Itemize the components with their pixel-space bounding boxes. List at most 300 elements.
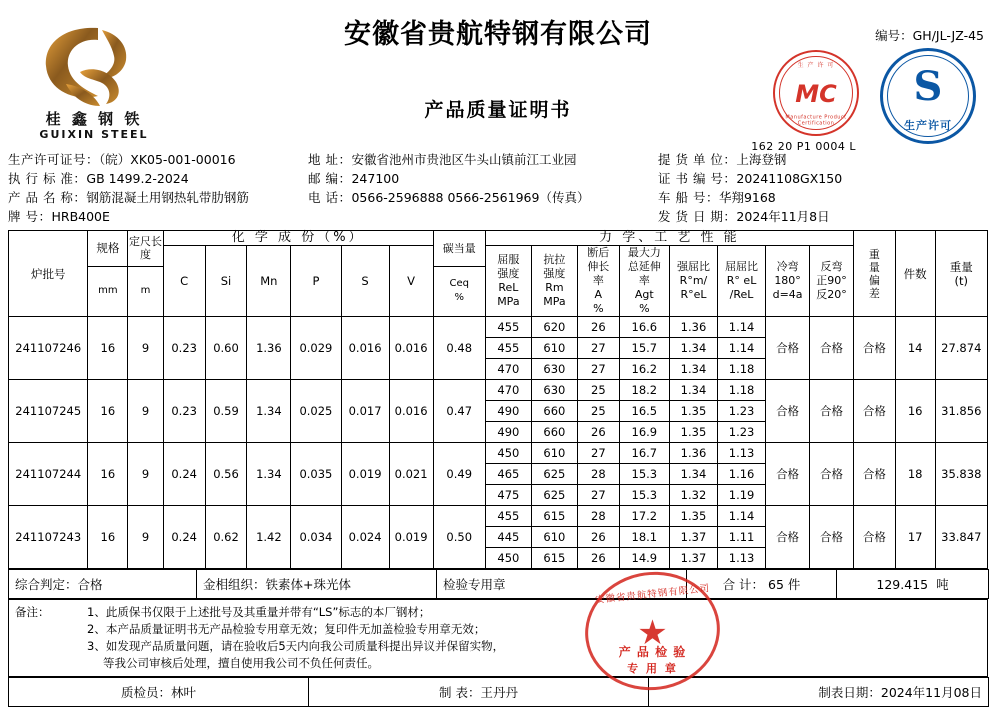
th-length-label: 定尺长度 <box>128 235 162 262</box>
cell-tensile: 610 <box>531 527 577 548</box>
total-pieces-cell <box>687 570 837 599</box>
th-yratio-l3: /ReL <box>729 288 754 301</box>
th-p: P <box>291 246 341 317</box>
mc-certification-seal <box>773 50 859 136</box>
info-row-1 <box>8 150 988 169</box>
vehicle-label: 车 船 号： <box>658 190 719 205</box>
cell-yield: 470 <box>485 380 531 401</box>
th-si: Si <box>205 246 247 317</box>
th-elong-l4: A <box>594 288 603 301</box>
cell-c: 0.23 <box>163 380 205 443</box>
th-cold-bend <box>766 246 810 317</box>
info-row-3 <box>8 188 988 207</box>
th-elong-l3: 率 <box>592 274 604 287</box>
verdict-label: 综合判定： <box>15 577 78 592</box>
sq-seal-sub: 生产许可 <box>904 119 952 132</box>
total-weight-cell <box>837 570 989 599</box>
cell-strength-ratio: 1.36 <box>669 317 717 338</box>
cell-rebend: 合格 <box>810 380 854 443</box>
cell-s: 0.017 <box>341 380 389 443</box>
th-agt-l1: 最大力 <box>627 246 661 259</box>
th-length <box>128 231 164 267</box>
cell-elongation: 27 <box>577 338 619 359</box>
th-rebend-l3: 反20° <box>816 288 847 301</box>
notes-title: 备注： <box>9 600 82 677</box>
license-value: （皖）XK05-001-00016 <box>99 152 236 167</box>
consignee-label: 提 货 单 位： <box>658 152 737 167</box>
info-block <box>8 150 988 226</box>
cell-yield-ratio: 1.19 <box>718 485 766 506</box>
cell-yield: 475 <box>485 485 531 506</box>
cell-yield-ratio: 1.11 <box>718 527 766 548</box>
th-ratio-l1: 强屈比 <box>676 260 710 273</box>
cell-heat-no: 241107245 <box>9 380 88 443</box>
cell-agt: 18.1 <box>619 527 669 548</box>
th-weight-dev-l1: 重 <box>868 247 880 261</box>
cell-elongation: 26 <box>577 527 619 548</box>
cell-yield-ratio: 1.23 <box>718 401 766 422</box>
cert-no-field <box>658 169 978 188</box>
cell-elongation: 27 <box>577 359 619 380</box>
cell-c: 0.24 <box>163 443 205 506</box>
grade-value: HRB400E <box>51 209 110 224</box>
th-pieces: 件数 <box>895 231 935 317</box>
note-item: 3、如发现产品质量问题，请在验收后5天内向我公司质量科提出异议并保留实物， <box>87 639 505 653</box>
metallography-cell <box>197 570 437 599</box>
notes-body <box>81 600 988 677</box>
cell-elongation: 25 <box>577 401 619 422</box>
th-ratio-l2: R°m/ <box>679 274 708 287</box>
cell-spec: 16 <box>88 506 128 569</box>
inspection-seal-cell <box>437 570 687 599</box>
th-strength-ratio <box>669 246 717 317</box>
th-weight-dev <box>853 231 895 317</box>
total-weight-unit: 吨 <box>936 577 949 592</box>
cell-agt: 14.9 <box>619 548 669 569</box>
cell-mn: 1.34 <box>247 380 291 443</box>
info-row-4 <box>8 207 988 226</box>
th-rebend-l1: 反弯 <box>820 260 843 273</box>
th-agt-l4: Agt <box>634 288 654 301</box>
cell-length: 9 <box>128 443 164 506</box>
ship-date-label: 发 货 日 期： <box>658 209 737 224</box>
th-ceq-label: 碳当量 <box>442 241 476 255</box>
cell-v: 0.016 <box>389 317 433 380</box>
th-yield-ratio <box>718 246 766 317</box>
tel-label: 电 话： <box>308 190 352 205</box>
cell-weight-dev: 合格 <box>853 443 895 506</box>
cell-yield-ratio: 1.18 <box>718 380 766 401</box>
cell-cold-bend: 合格 <box>766 380 810 443</box>
cell-yield-ratio: 1.16 <box>718 464 766 485</box>
cell-s: 0.019 <box>341 443 389 506</box>
inspector-cell <box>9 678 309 707</box>
th-ceq <box>433 231 485 267</box>
cell-length: 9 <box>128 317 164 380</box>
cell-v: 0.016 <box>389 380 433 443</box>
th-weight <box>935 231 987 317</box>
document-header <box>0 0 996 153</box>
cell-yield: 450 <box>485 443 531 464</box>
cell-p: 0.025 <box>291 380 341 443</box>
cell-strength-ratio: 1.35 <box>669 422 717 443</box>
th-rebend-l2: 正90° <box>816 274 847 287</box>
cell-elongation: 27 <box>577 443 619 464</box>
cell-yield-ratio: 1.14 <box>718 338 766 359</box>
cell-heat-no: 241107244 <box>9 443 88 506</box>
th-ceq-sym <box>433 266 485 316</box>
cell-agt: 16.9 <box>619 422 669 443</box>
cell-s: 0.016 <box>341 317 389 380</box>
cell-weight: 27.874 <box>935 317 987 380</box>
info-spacer <box>308 207 658 226</box>
star-icon: ★ <box>637 613 668 654</box>
cell-length: 9 <box>128 380 164 443</box>
ship-date-value: 2024年11月8日 <box>736 209 830 224</box>
cell-elongation: 25 <box>577 380 619 401</box>
cell-cold-bend: 合格 <box>766 443 810 506</box>
cell-ceq: 0.49 <box>433 443 485 506</box>
cell-strength-ratio: 1.34 <box>669 338 717 359</box>
signature-row <box>8 677 989 707</box>
th-yratio-l2: R° eL <box>726 274 757 287</box>
cell-agt: 15.7 <box>619 338 669 359</box>
notes-row <box>9 600 988 677</box>
th-weight-dev-l4: 差 <box>868 286 880 300</box>
cell-mn: 1.34 <box>247 443 291 506</box>
th-weight-l1: 重量 <box>949 259 973 274</box>
cell-ceq: 0.47 <box>433 380 485 443</box>
cell-spec: 16 <box>88 443 128 506</box>
th-ratio-l3: R°eL <box>680 288 707 301</box>
cell-weight: 33.847 <box>935 506 987 569</box>
cell-pieces: 18 <box>895 443 935 506</box>
th-length-unit: m <box>128 266 164 316</box>
stamp-line-1: 产 品 检 验 <box>618 645 687 659</box>
cell-p: 0.035 <box>291 443 341 506</box>
th-tensile-l2: 强度 <box>543 267 566 280</box>
cell-yield-ratio: 1.13 <box>718 443 766 464</box>
consignee-field <box>658 150 978 169</box>
cell-pieces: 16 <box>895 380 935 443</box>
table-row <box>9 443 988 464</box>
cell-elongation: 26 <box>577 548 619 569</box>
tel-field <box>308 188 658 207</box>
cell-si: 0.59 <box>205 380 247 443</box>
cell-yield-ratio: 1.14 <box>718 506 766 527</box>
cell-yield: 455 <box>485 506 531 527</box>
sq-seal-letter: S <box>913 63 943 110</box>
cell-c: 0.23 <box>163 317 205 380</box>
cell-c: 0.24 <box>163 506 205 569</box>
th-group-mech: 力 学、工 艺 性 能 <box>485 231 853 246</box>
date-cell <box>649 678 989 707</box>
note-item: 1、此质保书仅限于上述批号及其重量并带有“LS”标志的本厂钢材； <box>87 605 431 619</box>
cell-yield: 470 <box>485 359 531 380</box>
cell-elongation: 27 <box>577 485 619 506</box>
standard-field <box>8 169 308 188</box>
document-number <box>875 26 984 44</box>
th-spec <box>88 231 128 267</box>
cell-strength-ratio: 1.34 <box>669 359 717 380</box>
document-number-value: GH/JL-JZ-45 <box>912 28 984 43</box>
cell-rebend: 合格 <box>810 317 854 380</box>
cell-tensile: 620 <box>531 317 577 338</box>
cell-elongation: 28 <box>577 464 619 485</box>
table-row <box>9 380 988 401</box>
table-row <box>9 506 988 527</box>
sq-license-seal <box>880 48 976 144</box>
th-group-chem: 化 学 成 份（%） <box>163 231 433 246</box>
cell-agt: 16.5 <box>619 401 669 422</box>
th-spec-label: 规格 <box>96 241 120 256</box>
th-agt-l5: % <box>639 302 650 315</box>
cell-cold-bend: 合格 <box>766 317 810 380</box>
th-tensile-l4: MPa <box>543 295 566 308</box>
cell-si: 0.62 <box>205 506 247 569</box>
cell-yield: 490 <box>485 401 531 422</box>
cell-spec: 16 <box>88 317 128 380</box>
company-name: 安徽省贵航特钢有限公司 <box>344 19 652 50</box>
table-head <box>9 231 988 317</box>
inspection-seal-label: 检验专用章 <box>443 577 506 592</box>
cell-strength-ratio: 1.32 <box>669 485 717 506</box>
table-row <box>9 317 988 338</box>
cell-v: 0.021 <box>389 443 433 506</box>
total-weight-value: 129.415 <box>876 577 929 592</box>
cell-ceq: 0.48 <box>433 317 485 380</box>
th-elong-l1: 断后 <box>587 246 610 259</box>
th-s: S <box>341 246 389 317</box>
th-ceq-unit: % <box>454 292 464 304</box>
cert-no-label: 证 书 编 号： <box>658 171 737 186</box>
note-item: 2、本产品质量证明书无产品检验专用章无效；复印件无加盖检验专用章无效； <box>87 622 486 636</box>
cell-strength-ratio: 1.35 <box>669 401 717 422</box>
logo-text-en: GUIXIN STEEL <box>39 128 149 141</box>
th-tensile-l1: 抗拉 <box>543 253 566 266</box>
th-bend-l2: 180° <box>774 274 801 287</box>
product-label: 产 品 名 称： <box>8 190 87 205</box>
cell-rebend: 合格 <box>810 506 854 569</box>
cell-tensile: 660 <box>531 401 577 422</box>
cell-yield: 490 <box>485 422 531 443</box>
th-elong-l2: 伸长 <box>587 260 610 273</box>
cell-mn: 1.36 <box>247 317 291 380</box>
cell-agt: 16.2 <box>619 359 669 380</box>
cell-yield-ratio: 1.18 <box>718 359 766 380</box>
cell-yield: 455 <box>485 338 531 359</box>
th-yield <box>485 246 531 317</box>
cell-heat-no: 241107246 <box>9 317 88 380</box>
vehicle-value: 华翔9168 <box>718 190 776 205</box>
cell-v: 0.019 <box>389 506 433 569</box>
address-value: 安徽省池州市贵池区牛头山镇前江工业园 <box>351 152 577 167</box>
cell-strength-ratio: 1.34 <box>669 380 717 401</box>
cell-elongation: 26 <box>577 317 619 338</box>
cell-si: 0.56 <box>205 443 247 506</box>
cell-pieces: 17 <box>895 506 935 569</box>
total-pieces-value: 65 件 <box>768 577 801 592</box>
cell-agt: 17.2 <box>619 506 669 527</box>
cell-weight-dev: 合格 <box>853 380 895 443</box>
th-heat-no: 炉批号 <box>9 231 88 317</box>
th-mn: Mn <box>247 246 291 317</box>
cell-weight-dev: 合格 <box>853 317 895 380</box>
quality-data-table <box>8 230 988 569</box>
th-weight-dev-l2: 量 <box>868 260 880 274</box>
cell-weight: 35.838 <box>935 443 987 506</box>
th-elong-l5: % <box>593 302 604 315</box>
date-value: 2024年11月08日 <box>880 685 982 700</box>
stamp-line-2: 专 用 章 <box>627 662 678 675</box>
metallography-value: 铁素体+珠光体 <box>265 577 351 592</box>
cell-yield: 465 <box>485 464 531 485</box>
cell-s: 0.024 <box>341 506 389 569</box>
cell-tensile: 610 <box>531 338 577 359</box>
cell-strength-ratio: 1.36 <box>669 443 717 464</box>
th-agt-l2: 总延伸 <box>627 260 661 273</box>
inspector-label: 质检员： <box>120 685 171 700</box>
consignee-value: 上海登钢 <box>736 152 787 167</box>
grade-field <box>8 207 308 226</box>
th-tensile-l3: Rm <box>545 281 564 294</box>
postcode-value: 247100 <box>351 171 400 186</box>
info-row-2 <box>8 169 988 188</box>
postcode-label: 邮 编： <box>308 171 352 186</box>
cell-strength-ratio: 1.37 <box>669 527 717 548</box>
cert-no-value: 20241108GX150 <box>736 171 843 186</box>
cell-agt: 18.2 <box>619 380 669 401</box>
license-field <box>8 150 308 169</box>
th-c: C <box>163 246 205 317</box>
verdict-cell <box>9 570 197 599</box>
verdict-value: 合格 <box>77 577 103 592</box>
cell-cold-bend: 合格 <box>766 506 810 569</box>
cell-yield-ratio: 1.14 <box>718 317 766 338</box>
table-body <box>9 317 988 569</box>
date-label: 制表日期： <box>818 685 881 700</box>
cell-length: 9 <box>128 506 164 569</box>
th-yield-l1: 屈服 <box>497 253 520 266</box>
header-row-groups <box>9 231 988 246</box>
notes-block <box>8 599 988 677</box>
mc-seal-center: MC <box>795 80 837 108</box>
cell-elongation: 26 <box>577 422 619 443</box>
document-number-label: 编号： <box>875 28 913 43</box>
product-value: 钢筋混凝土用钢热轧带肋钢筋 <box>86 190 249 205</box>
cell-yield: 450 <box>485 548 531 569</box>
th-weight-l2: (t) <box>954 273 969 288</box>
ship-date-field <box>658 207 978 226</box>
license-label: 生产许可证号： <box>8 152 100 167</box>
th-yield-l4: MPa <box>497 295 520 308</box>
address-field <box>308 150 658 169</box>
cell-p: 0.029 <box>291 317 341 380</box>
total-label: 合 计： <box>722 577 765 592</box>
standard-label: 执 行 标 准： <box>8 171 87 186</box>
grade-label: 牌 号： <box>8 209 52 224</box>
vehicle-field <box>658 188 978 207</box>
th-weight-dev-l3: 偏 <box>868 273 880 287</box>
summary-line <box>9 570 989 599</box>
address-label: 地 址： <box>308 152 352 167</box>
cell-spec: 16 <box>88 380 128 443</box>
maker-value: 王丹丹 <box>480 685 518 700</box>
cell-mn: 1.42 <box>247 506 291 569</box>
th-bend-l3: d=4a <box>772 288 803 301</box>
th-spec-unit: mm <box>88 266 128 316</box>
cell-ceq: 0.50 <box>433 506 485 569</box>
cell-rebend: 合格 <box>810 443 854 506</box>
product-field <box>8 188 308 207</box>
cell-elongation: 28 <box>577 506 619 527</box>
cell-strength-ratio: 1.34 <box>669 464 717 485</box>
mc-seal-arc-top: 生 产 许 可 <box>797 62 835 69</box>
cell-agt: 15.3 <box>619 464 669 485</box>
cell-agt: 16.7 <box>619 443 669 464</box>
cell-agt: 15.3 <box>619 485 669 506</box>
postcode-field <box>308 169 658 188</box>
metallography-label: 金相组织： <box>203 577 266 592</box>
th-elongation <box>577 246 619 317</box>
cell-tensile: 615 <box>531 506 577 527</box>
th-yratio-l1: 屈屈比 <box>725 260 759 273</box>
cell-weight-dev: 合格 <box>853 506 895 569</box>
note-item: 等我公司审核后处理，擅自使用我公司不负任何责任。 <box>103 656 379 670</box>
cell-tensile: 630 <box>531 380 577 401</box>
cell-strength-ratio: 1.37 <box>669 548 717 569</box>
cell-agt: 16.6 <box>619 317 669 338</box>
mc-seal-arc-bottom: Manufacture Product Certification <box>785 114 847 126</box>
cell-tensile: 625 <box>531 464 577 485</box>
th-yield-l2: 强度 <box>497 267 520 280</box>
th-agt-l3: 率 <box>638 274 650 287</box>
stamp-arc-text: 安徽省贵航特钢有限公司 <box>594 582 711 606</box>
cell-yield-ratio: 1.13 <box>718 548 766 569</box>
th-agt <box>619 246 669 317</box>
th-yield-l3: ReL <box>498 281 519 294</box>
signature-line <box>9 678 989 707</box>
cell-p: 0.034 <box>291 506 341 569</box>
cell-pieces: 14 <box>895 317 935 380</box>
cell-tensile: 625 <box>531 485 577 506</box>
barcode-text: 162 20 P1 0004 L <box>751 140 856 153</box>
th-ceq-symbol: Ceq <box>449 278 469 290</box>
summary-row <box>8 569 989 599</box>
maker-label: 制 表： <box>439 685 481 700</box>
logo-text-cn: 桂 鑫 钢 铁 <box>45 110 143 128</box>
tel-value: 0566-2596888 0566-2561969（传真） <box>351 190 590 205</box>
cell-si: 0.60 <box>205 317 247 380</box>
cell-tensile: 660 <box>531 422 577 443</box>
cell-heat-no: 241107243 <box>9 506 88 569</box>
standard-value: GB 1499.2-2024 <box>86 171 189 186</box>
cell-strength-ratio: 1.35 <box>669 506 717 527</box>
inspector-value: 林叶 <box>171 685 197 700</box>
cell-tensile: 610 <box>531 443 577 464</box>
cell-tensile: 630 <box>531 359 577 380</box>
th-bend-l1: 冷弯 <box>776 260 799 273</box>
cell-yield: 455 <box>485 317 531 338</box>
document-title: 产品质量证明书 <box>424 99 572 121</box>
maker-cell <box>309 678 649 707</box>
cell-yield: 445 <box>485 527 531 548</box>
cell-tensile: 615 <box>531 548 577 569</box>
cell-yield-ratio: 1.23 <box>718 422 766 443</box>
cell-weight: 31.856 <box>935 380 987 443</box>
th-tensile <box>531 246 577 317</box>
th-rebend <box>810 246 854 317</box>
